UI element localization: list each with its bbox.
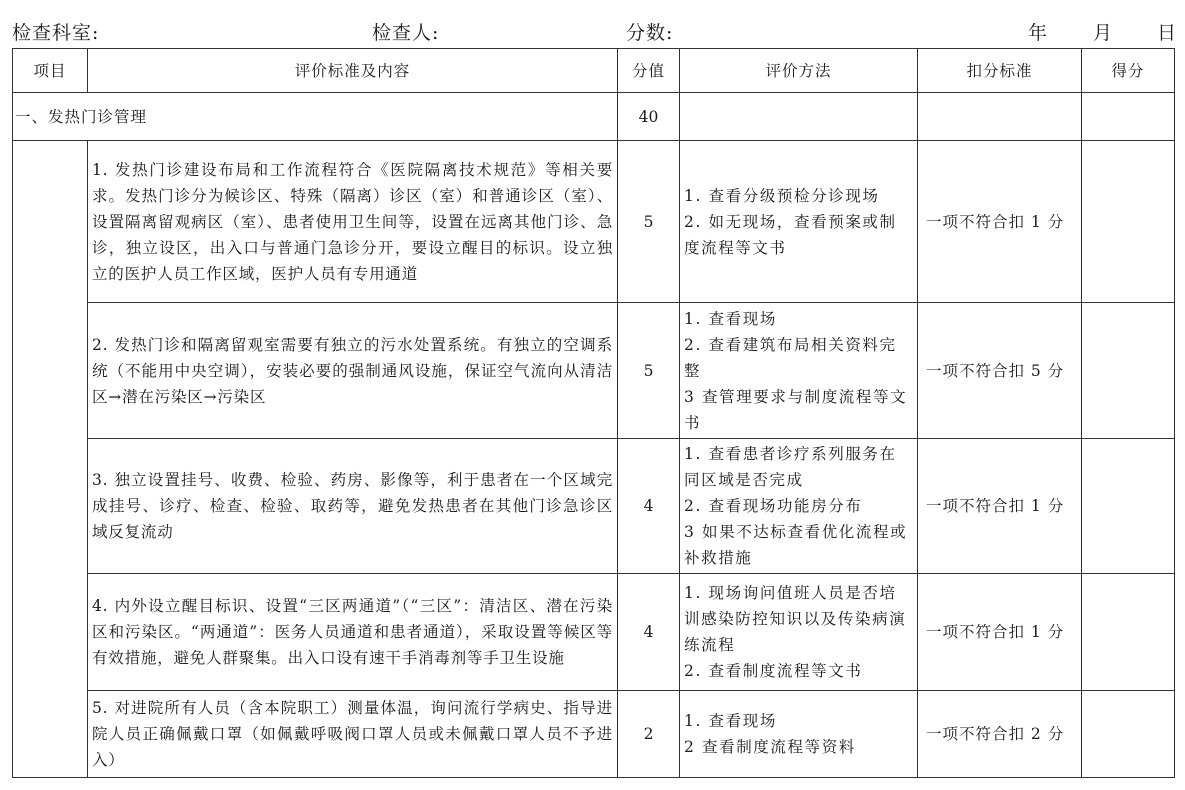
deduction-cell: 一项不符合扣 1 分: [918, 574, 1082, 691]
section-score: 40: [618, 93, 680, 141]
score-cell: 4: [618, 574, 680, 691]
inspector-label: 检查人:: [372, 22, 440, 44]
col-header-method: 评价方法: [680, 49, 918, 93]
score-cell: 4: [618, 439, 680, 574]
col-header-criteria: 评价标准及内容: [88, 49, 618, 93]
method-line: 3 如果不达标查看优化流程或补救措施: [684, 523, 908, 567]
form-header: [0, 18, 1185, 44]
points-cell: [1082, 574, 1175, 691]
section-row: [13, 93, 1175, 141]
score-label: 分数:: [626, 22, 674, 44]
score-cell: 2: [618, 691, 680, 778]
evaluation-table: [12, 48, 1175, 778]
method-cell: [680, 141, 918, 303]
method-line: 2. 查看建筑布局相关资料完整: [684, 335, 897, 380]
score-cell: 5: [618, 303, 680, 439]
col-header-deduction: 扣分标准: [918, 49, 1082, 93]
month-label: 月: [1093, 22, 1114, 44]
col-header-score: 分值: [618, 49, 680, 93]
col-header-points: 得分: [1082, 49, 1175, 93]
method-cell: [680, 574, 918, 691]
year-label: 年: [1028, 22, 1049, 44]
day-label: 日: [1157, 22, 1178, 44]
method-line: 2. 查看现场功能房分布: [684, 497, 863, 515]
col-header-item: 项目: [13, 49, 88, 93]
section-deduction-cell: [918, 93, 1082, 141]
table-row: [13, 691, 1175, 778]
section-method-cell: [680, 93, 918, 141]
score-cell: 5: [618, 141, 680, 303]
dept-label: 检查科室:: [12, 22, 100, 44]
criteria-cell: 3. 独立设置挂号、收费、检验、药房、影像等，利于患者在一个区域完成挂号、诊疗、检查、检验、取药等，避免发热患者在其他门诊急诊区域反复流动: [88, 439, 618, 574]
deduction-cell: 一项不符合扣 1 分: [918, 141, 1082, 303]
criteria-cell: 5. 对进院所有人员（含本院职工）测量体温，询问流行学病史、指导进院人员正确佩戴口罩（如佩戴呼吸阀口罩人员或未佩戴口罩人员不予进入）: [88, 691, 618, 778]
table-row: [13, 439, 1175, 574]
method-cell: [680, 691, 918, 778]
deduction-cell: 一项不符合扣 5 分: [918, 303, 1082, 439]
method-line: 2. 查看制度流程等文书: [684, 662, 863, 680]
method-line: 2. 如无现场，查看预案或制度流程等文书: [684, 212, 897, 257]
section-points-cell: [1082, 93, 1175, 141]
table-row: [13, 574, 1175, 691]
method-line: 1. 查看分级预检分诊现场: [684, 186, 880, 205]
points-cell: [1082, 691, 1175, 778]
criteria-cell: 2. 发热门诊和隔离留观室需要有独立的污水处置系统。有独立的空调系统（不能用中央空调），安装必要的强制通风设施，保证空气流向从清洁区→潜在污染区→污染区: [88, 303, 618, 439]
method-line: 1. 查看患者诊疗系列服务在同区域是否完成: [684, 445, 897, 489]
section-title: 一、发热门诊管理: [13, 93, 618, 141]
item-cell: [13, 141, 88, 778]
method-line: 1. 现场询问值班人员是否培训感染防控知识以及传染病演练流程: [684, 584, 907, 654]
method-cell: [680, 303, 918, 439]
table-header-row: [13, 49, 1175, 93]
criteria-cell: 4. 内外设立醒目标识、设置“三区两通道”（“三区”：清洁区、潜在污染区和污染区。“两通道”：医务人员通道和患者通道），采取设置等候区等有效措施，避免人群聚集。出入口设有速干手消毒剂等手卫生设施: [88, 574, 618, 691]
method-line: 3 查管理要求与制度流程等文书: [684, 387, 908, 432]
table-row: [13, 303, 1175, 439]
method-line: 1. 查看现场: [684, 712, 777, 730]
points-cell: [1082, 303, 1175, 439]
method-cell: [680, 439, 918, 574]
method-line: 1. 查看现场: [684, 309, 777, 328]
table-row: [13, 141, 1175, 303]
points-cell: [1082, 141, 1175, 303]
method-line: 2 查看制度流程等资料: [684, 738, 856, 756]
points-cell: [1082, 439, 1175, 574]
deduction-cell: 一项不符合扣 2 分: [918, 691, 1082, 778]
deduction-cell: 一项不符合扣 1 分: [918, 439, 1082, 574]
criteria-cell: 1. 发热门诊建设布局和工作流程符合《医院隔离技术规范》等相关要求。发热门诊分为候诊区、特殊（隔离）诊区（室）和普通诊区（室）、设置隔离留观病区（室）、患者使用卫生间等，设置在远离其他门诊、急诊，独立设区，出入口与普通门急诊分开，要设立醒目的标识。设立独立的医护人员工作区域，医护人员有专用通道: [88, 141, 618, 303]
